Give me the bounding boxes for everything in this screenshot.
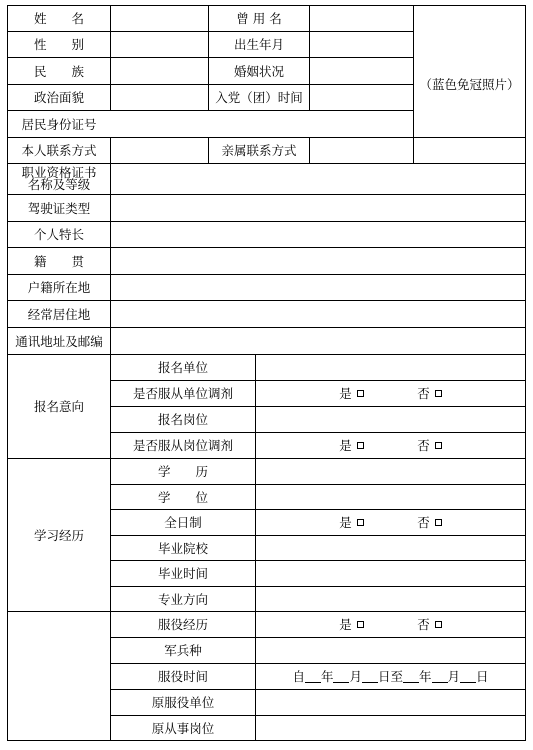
no-checkbox[interactable]	[435, 519, 442, 526]
label-school: 毕业院校	[157, 540, 208, 556]
yes-label: 是	[339, 515, 352, 530]
end-month-blank[interactable]	[432, 670, 448, 683]
yes-checkbox[interactable]	[357, 519, 364, 526]
end-year-blank[interactable]	[403, 670, 419, 683]
unit-adjust-choice	[256, 381, 525, 406]
day-label: 日	[476, 669, 489, 684]
label-post-adjust: 是否服从岗位调剂	[132, 438, 233, 453]
label-contact: 本人联系方式	[21, 143, 97, 158]
no-label: 否	[417, 438, 430, 453]
month-label: 月	[349, 669, 362, 684]
no-label: 否	[417, 617, 430, 632]
label-ethnicity: 民 族	[33, 63, 84, 79]
month-label: 月	[447, 669, 461, 684]
service-experience-choice	[256, 612, 525, 637]
label-specialty: 个人特长	[33, 227, 84, 242]
label-former-name: 曾 用 名	[236, 11, 282, 26]
label-service-experience: 服役经历	[157, 617, 208, 632]
yes-checkbox[interactable]	[357, 621, 364, 628]
label-former-unit: 原服役单位	[151, 695, 215, 710]
label-certificate: 职业资格证书名称及等级	[21, 165, 97, 192]
yes-label: 是	[339, 617, 352, 632]
to-label: 至	[390, 669, 404, 684]
label-household: 户籍所在地	[27, 280, 91, 295]
day-label: 日	[377, 669, 391, 684]
section-education-title: 学习经历	[33, 527, 84, 543]
label-marital: 婚姻状况	[233, 63, 284, 79]
yes-checkbox[interactable]	[357, 390, 364, 397]
start-day-blank[interactable]	[362, 670, 378, 683]
label-residence: 经常居住地	[27, 306, 91, 322]
label-branch: 军兵种	[164, 643, 202, 658]
label-gender: 性 别	[33, 37, 84, 52]
label-service-time: 服役时间	[157, 669, 208, 684]
label-full-time: 全日制	[164, 515, 202, 530]
label-license: 驾驶证类型	[27, 200, 91, 216]
label-graduation-time: 毕业时间	[157, 566, 208, 581]
label-degree-level: 学 历	[157, 464, 208, 479]
label-political: 政治面貌	[33, 90, 84, 105]
year-label: 年	[320, 669, 334, 684]
no-label: 否	[417, 386, 430, 401]
label-unit-adjust: 是否服从单位调剂	[132, 386, 233, 401]
label-apply-post: 报名岗位	[157, 412, 208, 427]
label-id-number: 居民身份证号	[21, 116, 97, 132]
section-intention-title: 报名意向	[33, 399, 84, 414]
no-checkbox[interactable]	[435, 442, 442, 449]
label-name: 姓 名	[33, 11, 84, 26]
service-time-range	[256, 664, 525, 689]
from-label: 自	[292, 669, 305, 684]
label-degree: 学 位	[157, 489, 208, 505]
label-family-contact: 亲属联系方式	[221, 143, 297, 158]
label-native: 籍 贯	[33, 253, 84, 269]
yes-checkbox[interactable]	[357, 442, 364, 449]
no-label: 否	[417, 515, 430, 530]
label-party-join: 入党（团）时间	[215, 90, 303, 105]
year-label: 年	[419, 669, 432, 684]
yes-label: 是	[339, 386, 352, 401]
label-major: 专业方向	[157, 591, 208, 607]
yes-label: 是	[339, 438, 352, 453]
full-time-choice	[256, 510, 525, 535]
label-former-post: 原从事岗位	[151, 720, 215, 736]
start-year-blank[interactable]	[305, 670, 321, 683]
label-birth: 出生年月	[233, 37, 284, 52]
end-day-blank[interactable]	[460, 670, 476, 683]
no-checkbox[interactable]	[435, 390, 442, 397]
no-checkbox[interactable]	[435, 621, 442, 628]
label-address: 通讯地址及邮编	[15, 333, 103, 349]
start-month-blank[interactable]	[333, 670, 349, 683]
post-adjust-choice	[256, 433, 525, 458]
photo-placeholder: （蓝色免冠照片）	[419, 77, 520, 92]
label-apply-unit: 报名单位	[157, 360, 208, 375]
